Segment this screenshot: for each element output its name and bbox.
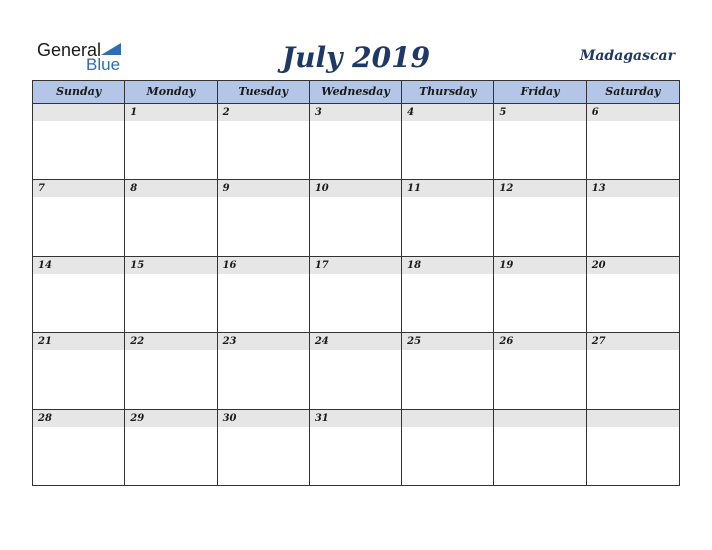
day-number-band	[402, 333, 493, 350]
day-cell[interactable]	[33, 257, 125, 332]
day-number: 16	[222, 259, 237, 271]
day-number: 8	[130, 183, 138, 195]
day-number: 20	[591, 259, 606, 271]
day-number-band	[494, 104, 585, 121]
day-number-band	[33, 180, 124, 197]
day-number: 7	[38, 183, 45, 195]
day-cell[interactable]	[33, 180, 125, 255]
day-cell[interactable]	[125, 180, 217, 255]
day-cell[interactable]	[218, 180, 310, 255]
day-number-band	[218, 180, 309, 197]
day-number: 29	[130, 412, 145, 424]
day-number: 15	[130, 259, 145, 271]
day-number-band	[494, 180, 585, 197]
weekday-header: Sunday	[33, 81, 125, 103]
day-cell[interactable]	[33, 333, 125, 408]
day-number-band	[402, 257, 493, 274]
day-cell[interactable]	[494, 333, 586, 408]
day-number-band	[33, 257, 124, 274]
day-cell[interactable]	[33, 410, 125, 486]
day-cell[interactable]	[402, 180, 494, 255]
weeks-container	[33, 104, 679, 486]
day-number-band	[125, 104, 216, 121]
day-cell[interactable]	[587, 333, 679, 408]
day-number-band	[494, 410, 585, 427]
day-number-band	[33, 410, 124, 427]
day-number-band	[587, 104, 679, 121]
day-cell[interactable]	[310, 104, 402, 179]
day-number-band	[402, 180, 493, 197]
day-number: 21	[38, 336, 52, 348]
day-number: 24	[314, 336, 329, 348]
day-number-band	[218, 257, 309, 274]
day-number-band	[33, 104, 124, 121]
day-number: 11	[407, 183, 422, 195]
day-number: 30	[222, 412, 237, 424]
day-number: 10	[314, 183, 329, 195]
weekday-header: Wednesday	[310, 81, 402, 103]
day-number: 9	[222, 183, 230, 195]
day-number: 4	[407, 107, 415, 118]
day-cell[interactable]	[125, 410, 217, 486]
day-cell[interactable]	[587, 180, 679, 255]
day-cell[interactable]	[33, 104, 125, 179]
day-number-band	[310, 257, 401, 274]
day-cell[interactable]	[494, 104, 586, 179]
day-number: 27	[591, 336, 606, 348]
day-number: 12	[499, 183, 514, 195]
day-number: 14	[38, 259, 52, 271]
weekday-header: Tuesday	[218, 81, 310, 103]
day-number: 23	[222, 336, 237, 348]
day-number-band	[125, 410, 216, 427]
week-row	[33, 410, 679, 486]
day-number-band	[402, 410, 493, 427]
day-number-band	[494, 257, 585, 274]
calendar-grid	[32, 80, 680, 486]
day-number-band	[125, 180, 216, 197]
day-number: 22	[130, 336, 145, 348]
day-number: 25	[407, 336, 422, 348]
day-number-band	[125, 333, 216, 350]
day-number: 31	[314, 412, 329, 424]
day-cell[interactable]	[402, 410, 494, 486]
weekday-header: Monday	[125, 81, 217, 103]
day-number-band	[587, 257, 679, 274]
day-number-band	[587, 180, 679, 197]
day-number: 3	[314, 107, 322, 118]
day-number: 17	[314, 259, 329, 271]
day-number: 28	[38, 412, 52, 424]
week-row	[33, 257, 679, 333]
day-number: 2	[222, 107, 230, 118]
day-cell[interactable]	[218, 257, 310, 332]
day-number-band	[310, 104, 401, 121]
day-cell[interactable]	[402, 333, 494, 408]
day-cell[interactable]	[310, 333, 402, 408]
day-cell[interactable]	[125, 333, 217, 408]
day-cell[interactable]	[587, 410, 679, 486]
weekday-header-row	[33, 81, 679, 104]
day-cell[interactable]	[125, 257, 217, 332]
day-number-band	[587, 333, 679, 350]
weekday-header: Thursday	[402, 81, 494, 103]
day-number-band	[310, 333, 401, 350]
day-cell[interactable]	[587, 257, 679, 332]
country-label: Madagascar	[579, 48, 675, 64]
page-title: July 2019	[281, 41, 431, 74]
week-row	[33, 180, 679, 256]
weekday-header: Friday	[494, 81, 586, 103]
day-number-band	[125, 257, 216, 274]
day-cell[interactable]	[402, 104, 494, 179]
day-number-band	[310, 180, 401, 197]
day-number: 13	[591, 183, 606, 195]
week-row	[33, 104, 679, 180]
day-cell[interactable]	[310, 180, 402, 255]
day-number-band	[218, 104, 309, 121]
day-cell[interactable]	[587, 104, 679, 179]
day-number-band	[218, 410, 309, 427]
day-number-band	[310, 410, 401, 427]
day-number: 26	[499, 336, 514, 348]
day-cell[interactable]	[494, 180, 586, 255]
day-number-band	[587, 410, 679, 427]
day-cell[interactable]	[218, 410, 310, 486]
day-cell[interactable]	[125, 104, 217, 179]
day-cell[interactable]	[402, 257, 494, 332]
weekday-header: Saturday	[605, 85, 661, 98]
day-number-band	[33, 333, 124, 350]
day-number: 1	[130, 107, 138, 118]
day-number-band	[218, 333, 309, 350]
day-number: 18	[407, 259, 422, 271]
logo-blue-text: Blue	[86, 55, 121, 74]
day-number: 6	[591, 107, 599, 118]
day-cell[interactable]	[310, 410, 402, 486]
day-number-band	[494, 333, 585, 350]
day-number: 19	[499, 259, 514, 271]
day-number: 5	[499, 107, 507, 118]
week-row	[33, 333, 679, 409]
day-cell[interactable]	[494, 257, 586, 332]
logo-general-text: General	[37, 40, 102, 60]
day-number-band	[402, 104, 493, 121]
day-cell[interactable]	[218, 333, 310, 408]
day-cell[interactable]	[218, 104, 310, 179]
day-cell[interactable]	[310, 257, 402, 332]
day-cell[interactable]	[494, 410, 586, 486]
